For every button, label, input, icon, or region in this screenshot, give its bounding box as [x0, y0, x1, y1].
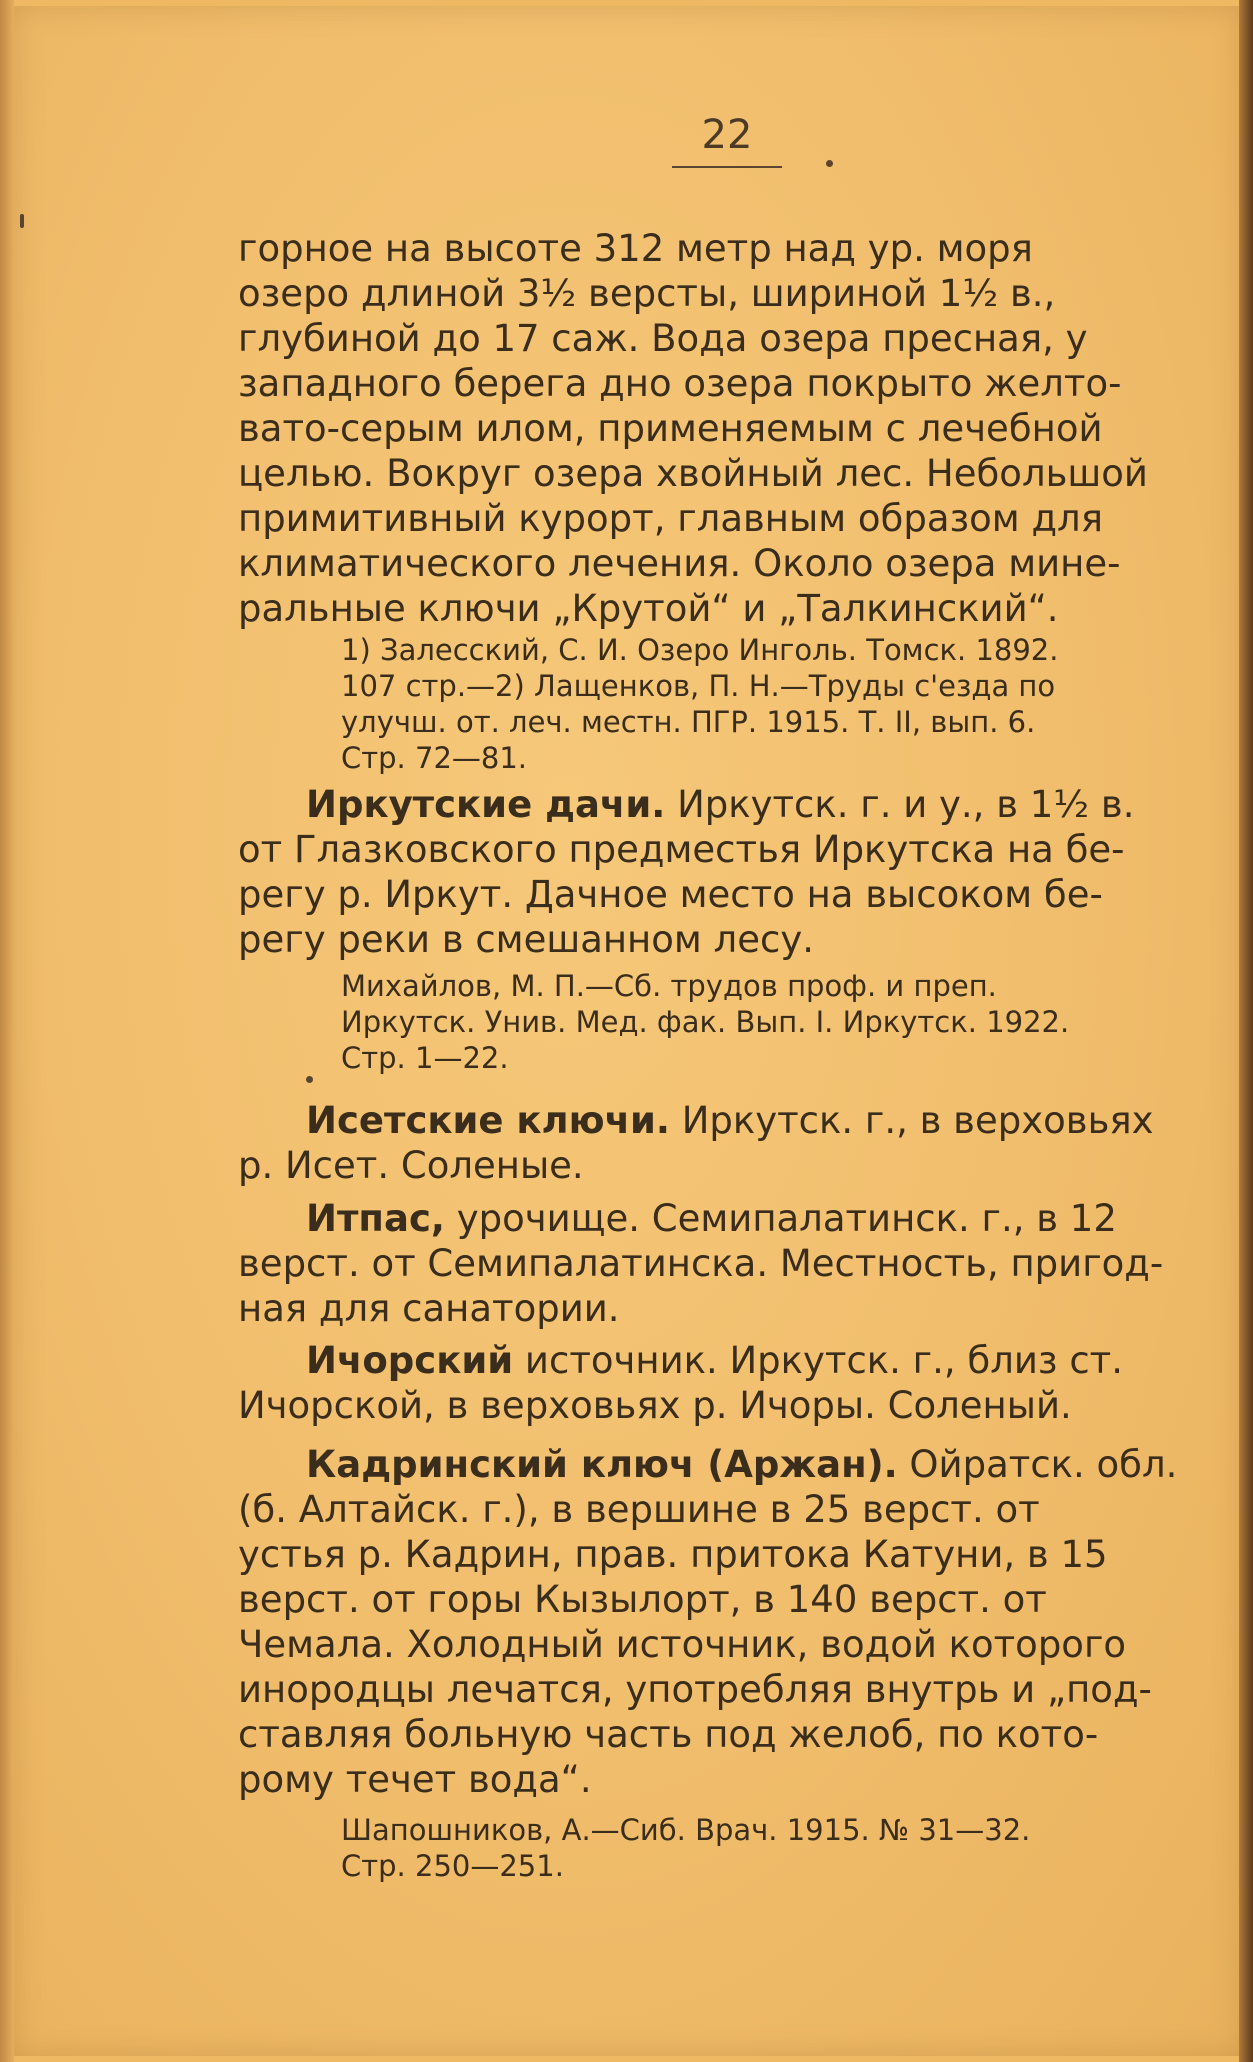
entry-text [238, 1196, 1198, 1331]
entry-line: Ичорской, в верховьях р. Ичоры. Соленый. [238, 1384, 1072, 1427]
entry-text [238, 1098, 1198, 1188]
entry-kadrinsky-references [238, 1812, 1198, 1884]
continuation-references [238, 632, 1198, 776]
reference-line: Стр. 72—81. [341, 741, 528, 775]
entry-line: урочище. Семипалатинск. г., в 12 [444, 1197, 1117, 1240]
entry-line: р. Исет. Соленые. [238, 1144, 584, 1187]
reference-line: 107 стр.—2) Лащенков, П. Н.—Труды с'езда по [341, 669, 1056, 703]
entry-isetskie-klyuchi [238, 1098, 1198, 1188]
entry-line: Чемала. Холодный источник, водой которого [238, 1623, 1127, 1666]
text-line: озеро длиной 3½ версты, шириной 1½ в., [238, 272, 1056, 315]
entry-itpas [238, 1196, 1198, 1331]
text-line: горное на высоте 312 метр над ур. моря [238, 227, 1033, 270]
reference-line: Шапошников, А.—Сиб. Врач. 1915. № 31—32. [341, 1813, 1031, 1847]
page-number: 22 [701, 112, 753, 158]
entry-first-line [238, 1196, 1198, 1241]
entry-line: ставляя больную часть под желоб, по кото- [238, 1713, 1099, 1756]
entry-line: Иркутск. г. и у., в 1½ в. [665, 783, 1135, 826]
text-line: примитивный курорт, главным образом для [238, 497, 1103, 540]
reference-line: 1) Залесский, С. И. Озеро Инголь. Томск. 1892. [341, 633, 1059, 667]
reference-line: Михайлов, М. П.—Сб. трудов проф. и преп. [341, 969, 997, 1003]
entry-text [238, 1442, 1198, 1802]
ink-speck [826, 160, 833, 167]
text-line: климатического лечения. Около озера мине- [238, 542, 1121, 585]
reference-line: Стр. 250—251. [341, 1849, 564, 1883]
entry-first-line [238, 1098, 1198, 1143]
page-number-rule [672, 166, 782, 168]
page-right-edge [1239, 0, 1253, 2062]
entry-heading: Итпас, [306, 1197, 445, 1240]
entry-line: ная для санатории. [238, 1287, 620, 1330]
entry-text [238, 1338, 1198, 1428]
entry-ichorsky [238, 1338, 1198, 1428]
text-line: западного берега дно озера покрыто желто- [238, 362, 1122, 405]
entry-line: устья р. Кадрин, прав. притока Катуни, в 15 [238, 1533, 1108, 1576]
continuation-text [238, 226, 1198, 631]
entry-irkutsk-dachi [238, 782, 1198, 962]
entry-line: регу реки в смешанном лесу. [238, 918, 814, 961]
entry-line: от Глазковского предместья Иркутска на бе- [238, 828, 1125, 871]
entry-text [238, 782, 1198, 962]
entry-heading: Ичорский [306, 1339, 514, 1382]
entry-line: инородцы лечатся, употребляя внутрь и „под- [238, 1668, 1152, 1711]
text-line: глубиной до 17 саж. Вода озера пресная, у [238, 317, 1088, 360]
reference-text [238, 632, 1198, 776]
entry-line: верст. от горы Кызылорт, в 140 верст. от [238, 1578, 1047, 1621]
reference-text [238, 1812, 1198, 1884]
entry-first-line [238, 782, 1198, 827]
entry-heading: Кадринский ключ (Аржан). [306, 1443, 898, 1486]
reference-line: Иркутск. Унив. Мед. фак. Вып. I. Иркутск. 1922. [341, 1005, 1070, 1039]
reference-line: улучш. от. леч. местн. ПГР. 1915. Т. II, вып. 6. [341, 705, 1036, 739]
reference-text [238, 968, 1198, 1076]
entry-heading: Иркутские дачи. [306, 783, 666, 826]
continuation-block [238, 226, 1198, 631]
entry-line: регу р. Иркут. Дачное место на высоком бе- [238, 873, 1103, 916]
ink-speck [306, 1076, 313, 1083]
text-line: ральные ключи „Крутой“ и „Талкинский“. [238, 587, 1059, 630]
ink-speck [20, 214, 24, 228]
reference-line: Стр. 1—22. [341, 1041, 509, 1075]
entry-first-line [238, 1338, 1198, 1383]
entry-line: Иркутск. г., в верховьях [669, 1099, 1154, 1142]
entry-first-line [238, 1442, 1198, 1487]
page-left-edge [0, 0, 14, 2062]
entry-line: источник. Иркутск. г., близ ст. [513, 1339, 1123, 1382]
entry-line: верст. от Семипалатинска. Местность, пригод- [238, 1242, 1164, 1285]
text-line: целью. Вокруг озера хвойный лес. Небольшой [238, 452, 1148, 495]
entry-kadrinsky [238, 1442, 1198, 1802]
text-line: вато-серым илом, применяемым с лечебной [238, 407, 1103, 450]
entry-heading: Исетские ключи. [306, 1099, 670, 1142]
entry-line: рому течет вода“. [238, 1758, 592, 1801]
entry-line: Ойратск. обл. [897, 1443, 1178, 1486]
entry-line: (б. Алтайск. г.), в вершине в 25 верст. от [238, 1488, 1040, 1531]
entry-irkutsk-dachi-references [238, 968, 1198, 1076]
